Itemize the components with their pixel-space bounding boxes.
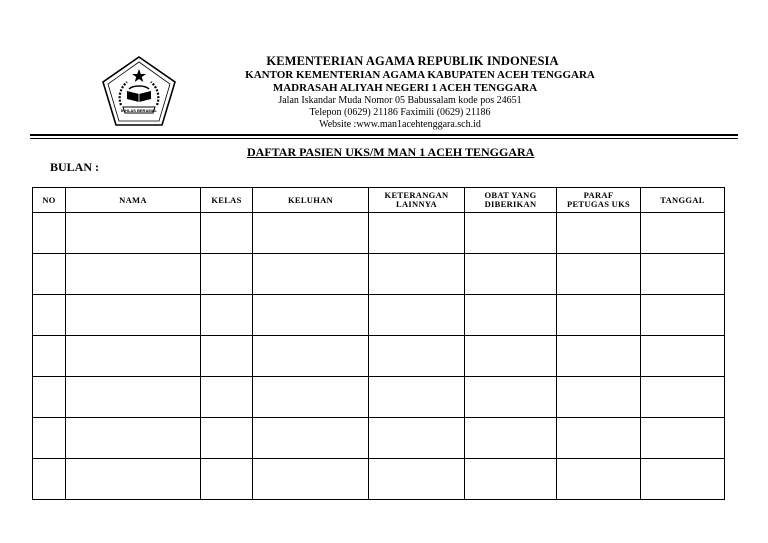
column-header: KELUHAN	[253, 188, 369, 213]
table-cell	[465, 254, 557, 295]
document-title: DAFTAR PASIEN UKS/M MAN 1 ACEH TENGGARA	[247, 145, 535, 159]
column-header: KETERANGAN LAINNYA	[369, 188, 465, 213]
patient-table	[32, 187, 725, 500]
table-cell	[557, 336, 641, 377]
column-header: OBAT YANG DIBERIKAN	[465, 188, 557, 213]
table-cell	[369, 254, 465, 295]
table-cell	[33, 459, 66, 500]
website: Website :www.man1acehtenggara.sch.id	[319, 118, 481, 130]
table-cell	[641, 418, 725, 459]
table-cell	[369, 295, 465, 336]
table-cell	[66, 459, 201, 500]
table-row	[33, 295, 725, 336]
table-cell	[557, 377, 641, 418]
table-cell	[641, 295, 725, 336]
table-cell	[201, 254, 253, 295]
table-row	[33, 418, 725, 459]
table-cell	[201, 459, 253, 500]
table-row	[33, 459, 725, 500]
table-cell	[369, 418, 465, 459]
table-cell	[557, 254, 641, 295]
table-row	[33, 213, 725, 254]
table-cell	[465, 295, 557, 336]
column-header: NAMA	[66, 188, 201, 213]
table-cell	[253, 213, 369, 254]
table-cell	[369, 377, 465, 418]
phone-fax: Telepon (0629) 21186 Faximili (0629) 21186	[309, 106, 491, 118]
table-cell	[253, 418, 369, 459]
table-cell	[33, 377, 66, 418]
letterhead-rule-thick	[30, 134, 738, 136]
table-cell	[33, 213, 66, 254]
table-cell	[369, 336, 465, 377]
column-header: NO	[33, 188, 66, 213]
table-cell	[66, 254, 201, 295]
address: Jalan Iskandar Muda Nomor 05 Babussalam kode pos 24651	[278, 94, 522, 106]
table-header-row	[33, 188, 725, 213]
table-cell	[369, 459, 465, 500]
table-cell	[66, 377, 201, 418]
table-cell	[557, 295, 641, 336]
table-cell	[641, 336, 725, 377]
table-cell	[33, 418, 66, 459]
column-header: TANGGAL	[641, 188, 725, 213]
table-cell	[557, 213, 641, 254]
table-row	[33, 254, 725, 295]
letterhead-rule-thin	[30, 138, 738, 139]
table-row	[33, 336, 725, 377]
table-cell	[201, 377, 253, 418]
table-cell	[253, 459, 369, 500]
letterhead	[230, 55, 610, 130]
table-cell	[66, 295, 201, 336]
kemenag-emblem	[101, 55, 177, 127]
emblem-ribbon-text: IKHLAS BERAMAL	[121, 108, 157, 113]
school-name: MADRASAH ALIYAH NEGERI 1 ACEH TENGGARA	[272, 81, 538, 94]
month-label: BULAN :	[50, 160, 100, 174]
table-cell	[253, 295, 369, 336]
ministry-name: KEMENTERIAN AGAMA REPUBLIK INDONESIA	[266, 54, 559, 68]
table-cell	[201, 295, 253, 336]
table-cell	[465, 213, 557, 254]
table-cell	[66, 213, 201, 254]
column-header: PARAF PETUGAS UKS	[557, 188, 641, 213]
table-cell	[253, 336, 369, 377]
table-cell	[33, 336, 66, 377]
table-cell	[465, 336, 557, 377]
table-cell	[641, 213, 725, 254]
table-cell	[465, 377, 557, 418]
table-cell	[641, 377, 725, 418]
table-cell	[465, 418, 557, 459]
table-cell	[33, 254, 66, 295]
table-cell	[201, 213, 253, 254]
table-cell	[641, 459, 725, 500]
table-cell	[369, 213, 465, 254]
table-cell	[557, 459, 641, 500]
table-cell	[66, 418, 201, 459]
table-cell	[465, 459, 557, 500]
table-cell	[253, 377, 369, 418]
table-cell	[33, 295, 66, 336]
table-cell	[66, 336, 201, 377]
table-row	[33, 377, 725, 418]
table-cell	[557, 418, 641, 459]
office-name: KANTOR KEMENTERIAN AGAMA KABUPATEN ACEH TENGGARA	[245, 68, 595, 81]
table-cell	[201, 418, 253, 459]
column-header: KELAS	[201, 188, 253, 213]
table-cell	[253, 254, 369, 295]
table-cell	[201, 336, 253, 377]
table-cell	[641, 254, 725, 295]
